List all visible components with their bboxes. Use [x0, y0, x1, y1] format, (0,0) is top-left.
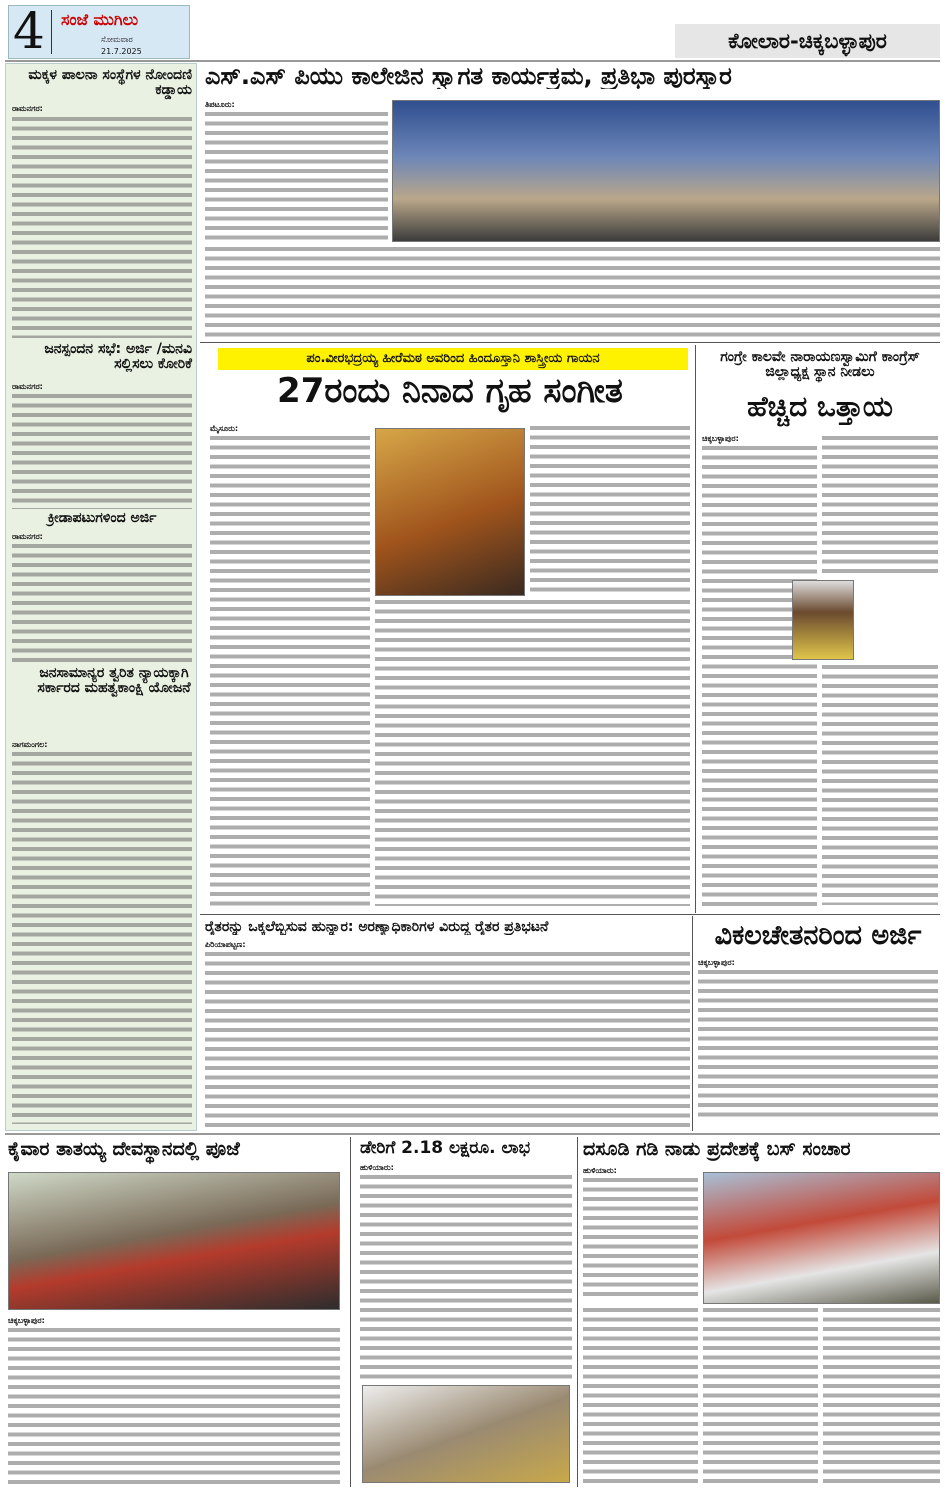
dairy-headline: ಡೇರಿಗೆ 2.18 ಲಕ್ಷರೂ. ಲಾಭ [360, 1138, 531, 1158]
music-headline: 27ರಂದು ನಿನಾದ ಗೃಹ ಸಂಗೀತ [277, 371, 623, 411]
temple-photo [8, 1172, 340, 1310]
top-story-headline: ಎಸ್.ಎಸ್ ಪಿಯು ಕಾಲೇಜಿನ ಸ್ವಾಗತ ಕಾರ್ಯಕ್ರಮ, ಪ್ರತಿಭಾ ಪುರಸ್ಕಾರ [205, 64, 732, 90]
dateline: ನಾಗಮಂಗಲ: [12, 740, 48, 749]
dateline: ಚಿಕ್ಕಬಳ್ಳಾಪುರ: [8, 1316, 45, 1325]
dateline: ಮೈಸೂರು: [210, 424, 239, 433]
page-number: 4 [13, 2, 45, 60]
temple-headline: ಕೈವಾರ ತಾತಯ್ಯ ದೇವಸ್ಥಾನದಲ್ಲಿ ಪೂಜೆ [8, 1138, 240, 1160]
section-title: ಕೋಲಾರ-ಚಿಕ್ಕಬಳ್ಳಾಪುರ [675, 24, 940, 58]
dateline: ರಾಮನಗರ: [12, 104, 43, 113]
disabled-headline: ವಿಕಲಚೇತನರಿಂದ ಅರ್ಜಿ [714, 920, 922, 951]
dateline: ಚಿಕ್ಕಬಳ್ಳಾಪುರ: [702, 434, 739, 443]
dateline: ಚಿಕ್ಕಬಳ್ಳಾಪುರ: [698, 958, 735, 967]
politician-photo [792, 580, 854, 660]
dateline: ಪಿರಿಯಾಪಟ್ಟಣ: [205, 940, 246, 949]
congress-headline-large: ಹೆಚ್ಚಿದ ಒತ್ತಾಯ [747, 390, 893, 423]
dateline: ತಿಪಟೂರು: [205, 100, 235, 109]
farmers-headline: ರೈತರನ್ನು ಒಕ್ಕಲೆಬ್ಬಿಸುವ ಹುನ್ನಾರ: ಅರಣ್ಯಾಧಿಕಾರಿಗಳ ವಿರುದ್ಧ ರೈತರ ಪ್ರತಿಭಟನೆ [205, 920, 549, 935]
issue-day: ಸೋಮವಾರ [101, 35, 133, 44]
bus-photo [703, 1172, 940, 1304]
article-headline: ಜನಸ್ಪಂದನ ಸಭೆ: ಅರ್ಜಿ /ಮನವಿ ಸಲ್ಲಿಸಲು ಕೋರಿಕೆ [44, 341, 192, 372]
article-headline: ಮಕ್ಕಳ ಪಾಲನಾ ಸಂಸ್ಥೆಗಳ ನೋಂದಣಿ ಕಡ್ಡಾಯ [28, 67, 192, 98]
issue-date: 21.7.2025 [101, 47, 142, 56]
paper-logo: ಸಂಜೆ ಮುಗಿಲು [61, 10, 139, 29]
article-headline: ಜನಸಾಮಾನ್ಯರ ತ್ವರಿತ ನ್ಯಾಯಕ್ಕಾಗಿ ಸರ್ಕಾರದ ಮಹತ್ವಕಾಂಕ್ಷಿ ಯೋಜನೆ [37, 665, 191, 696]
college-event-photo [392, 100, 940, 242]
dairy-photo [362, 1385, 570, 1483]
music-kicker: ಪಂ.ವೀರಭದ್ರಯ್ಯ ಹೀರೆಮಠ ಅವರಿಂದ ಹಿಂದೂಸ್ತಾನಿ ಶಾಸ್ತ್ರೀಯ ಗಾಯನ [218, 348, 688, 370]
singer-photo [375, 428, 525, 596]
dateline: ರಾಮನಗರ: [12, 382, 43, 391]
congress-headline-small: ಗಂಗ್ರೇ ಕಾಲವೇ ನಾರಾಯಣಸ್ವಾಮಿಗೆ ಕಾಂಗ್ರೆಸ್ ಜಿಲ್ಲಾಧ್ಯಕ್ಷ ಸ್ಥಾನ ನೀಡಲು [720, 349, 920, 380]
left-column [5, 63, 197, 1131]
bus-headline: ದಸೂಡಿ ಗಡಿ ನಾಡು ಪ್ರದೇಶಕ್ಕೆ ಬಸ್ ಸಂಚಾರ [583, 1138, 851, 1160]
dateline: ಹುಳಿಯಾರು: [360, 1163, 394, 1172]
article-headline: ಕ್ರೀಡಾಪಟುಗಳಿಂದ ಅರ್ಜಿ [47, 510, 157, 526]
masthead [8, 2, 190, 60]
dateline: ರಾಮನಗರ: [12, 532, 43, 541]
dateline: ಹುಳಿಯಾರು: [583, 1166, 617, 1175]
